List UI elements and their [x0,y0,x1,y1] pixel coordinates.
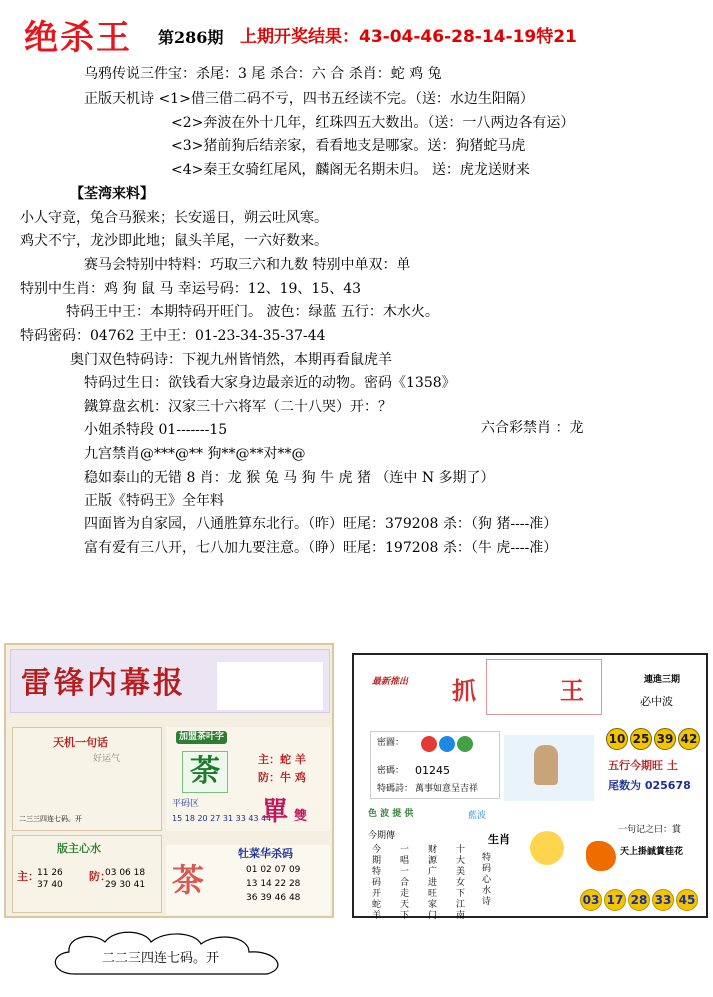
line-wangwei-2: 富有爱有三八开，七八加九要注意。（睁）旺尾：197208 杀：（牛 虎----准） [84,540,558,556]
tianji-title: 天机一句话 [53,736,108,749]
section-quanwan: 【荃湾来料】 [70,186,154,202]
lady-figure-icon [534,745,558,785]
top-ball-3: 39 [654,728,676,750]
yiju-text: 一句记之曰：賞 [618,825,682,835]
zhua-char: 抓 [452,676,476,705]
wuxing-text: 五行今期旺 土 [608,759,678,772]
banzhu-box [12,835,162,913]
tea2-char: 茶 [172,861,205,899]
tianji-box [12,727,162,831]
wang-char: 王 [560,676,584,705]
poem-col-c: 财源广进旺家门 [428,845,438,921]
fang-label: 防： [89,870,111,883]
zhu-xiao: 主：蛇 羊 [258,753,306,766]
shazhu-title: 牡菜华杀码 [238,847,293,860]
line-zhengban: 正版《特码王》全年料 [84,493,224,509]
line-jiugong: 九宫禁肖@***@** 狗**@**对**@ [84,446,306,462]
bottom-ball-5: 45 [676,889,698,911]
leifeng-header [10,649,330,713]
tiger-icon [586,841,616,871]
line-mima: 特码密码：04762 王中王：01-23-34-35-37-44 [20,328,326,344]
line-saima: 赛马会特别中特料：巧取三六和九数 特别中单双：单 [84,257,411,273]
top-ball-1: 10 [606,728,628,750]
poem-col-d: 十大美女下江南 [456,845,466,921]
shazhu-row-1: 01 02 07 09 [246,865,301,875]
weishu-text: 尾数为 025678 [608,779,691,792]
line-quanwan-2: 鸡犬不宁，龙沙即此地；鼠头羊尾，一六好数来。 [20,233,328,249]
line-wangzhongwang: 特码王中王：本期特码开旺门。 波色：绿蓝 五行：木水火。 [66,304,439,320]
mima-box [370,731,500,799]
line-tianji-2: <2>奔波在外十几年，红珠四五大数出。（送：一八两边各有运） [171,115,575,131]
zhuawang-panel [352,653,708,921]
new-tag: 最新推出 [372,677,409,687]
line-tianji-4: <4>秦王女骑红尾风，麟阁无名期未归。 送：虎龙送财来 [171,162,530,178]
line-jinxiao: 六合彩禁肖 ：龙 [481,420,584,436]
line-wangwei-1: 四面皆为自家园，八通胜算东北行。（昨）旺尾：379208 杀：（狗 猪----准） [84,516,558,532]
fang-numbers-2: 29 30 41 [105,880,146,890]
tea-label: 加盟茶叶字 [176,731,227,744]
line-tianji-3: <3>猪前狗后结亲家，看看地支是哪家。送：狗猪蛇马虎 [171,138,526,154]
tea-char: 荼 [182,751,228,793]
green-ball-icon [457,736,473,752]
bottom-ball-1: 03 [580,889,602,911]
last-result: 上期开奖结果：43-04-46-28-14-19特21 [240,27,577,47]
poem-col-a: 今期特码开蛇羊 [372,845,382,921]
shuang-char: 雙 [294,809,308,824]
line-aomen: 奥门双色特码诗：下视九州皆悄然，本期再看鼠虎羊 [70,352,392,368]
zhu-label: 主： [17,870,39,883]
jinqi-label: 今期傳 [368,831,396,841]
cloud-text: 二二三四连七码。开 [102,951,220,966]
red-ball-icon [421,736,437,752]
banzhu-title: 版主心水 [57,842,101,855]
mima-code: 01245 [415,764,450,777]
zhu-numbers-1: 11 26 [37,868,63,878]
page-title: 绝杀王 [24,18,132,58]
tianji-sub: 好运气 [93,754,121,764]
line-shengxiao: 特别中生肖：鸡 狗 鼠 马 幸运号码：12、19、15、43 [20,281,362,297]
line-xiaojie: 小姐杀特段 01-------15 [84,422,228,438]
shengxiao-label: 生肖 [488,833,510,846]
tianshang-text: 天上掛誠賞桂花 [620,847,684,857]
line-wencuo: 稳如泰山的无错 8 肖：龙 猴 兔 马 狗 牛 虎 猪 （连中 N 多期了） [84,470,495,486]
tema-label: 特碼詩： [377,784,414,794]
fang-xiao: 防：牛 鸡 [258,771,306,784]
bottom-ball-4: 33 [652,889,674,911]
line-quanwan-1: 小人守竞，兔合马猴来；长安遥日，朔云吐风寒。 [20,210,328,226]
line-shengri: 特码过生日：欲钱看大家身边最亲近的动物。密码《1358》 [84,375,456,391]
fang-numbers-1: 03 06 18 [105,868,146,878]
poem-col-b: 一唱一合走天下 [400,845,410,921]
pingma-label: 平码区 [172,799,200,809]
shazhu-row-2: 13 14 22 28 [246,879,301,889]
lianzhun-text: 連進三期 [644,675,681,685]
top-ball-4: 42 [678,728,700,750]
zhuawang-frame [486,659,602,715]
line-tianji-1: 正版天机诗 <1>借三借二码不亏，四书五经读不完。（送：水边生阳隔） [84,91,534,107]
zhu-numbers-2: 37 40 [37,880,63,890]
tea-box [166,727,330,831]
sebo-tail: 藍波 [468,811,487,821]
line-sanjianbao: 乌鸦传说三件宝：杀尾：3 尾 杀合：六 合 杀肖：蛇 鸡 兔 [84,66,442,82]
poem-col-e: 特码心水诗 [482,853,492,907]
mima-code-label: 密碼： [377,766,405,776]
top-ball-2: 25 [630,728,652,750]
leifeng-panel [4,643,334,918]
sebo-text: 色 波 提 供 [368,809,414,819]
line-tiesuanpan: 鐵算盘玄机：汉家三十六将军（二十八哭）开：？ [84,399,392,415]
shazhu-box [166,845,330,915]
blank-area [217,662,323,710]
bottom-ball-3: 28 [628,889,650,911]
lady-image [504,735,594,801]
issue-number: 第286期 [158,28,224,47]
leifeng-title: 雷锋内幕报 [21,666,186,701]
bizhong-text: 必中波 [640,695,673,708]
pingma-numbers: 15 18 20 27 31 33 43 44 [172,814,272,823]
dan-char: 單 [262,797,289,827]
tianji-note: 二三三四连七码。开 [19,815,82,823]
shazhu-row-3: 36 39 46 48 [246,893,301,903]
blue-ball-icon [439,736,455,752]
bottom-ball-2: 17 [604,889,626,911]
mima-label: 密圖： [377,738,405,748]
star-burst-icon [530,831,564,865]
tema-poem: 萬事如意呈吉祥 [415,784,479,794]
